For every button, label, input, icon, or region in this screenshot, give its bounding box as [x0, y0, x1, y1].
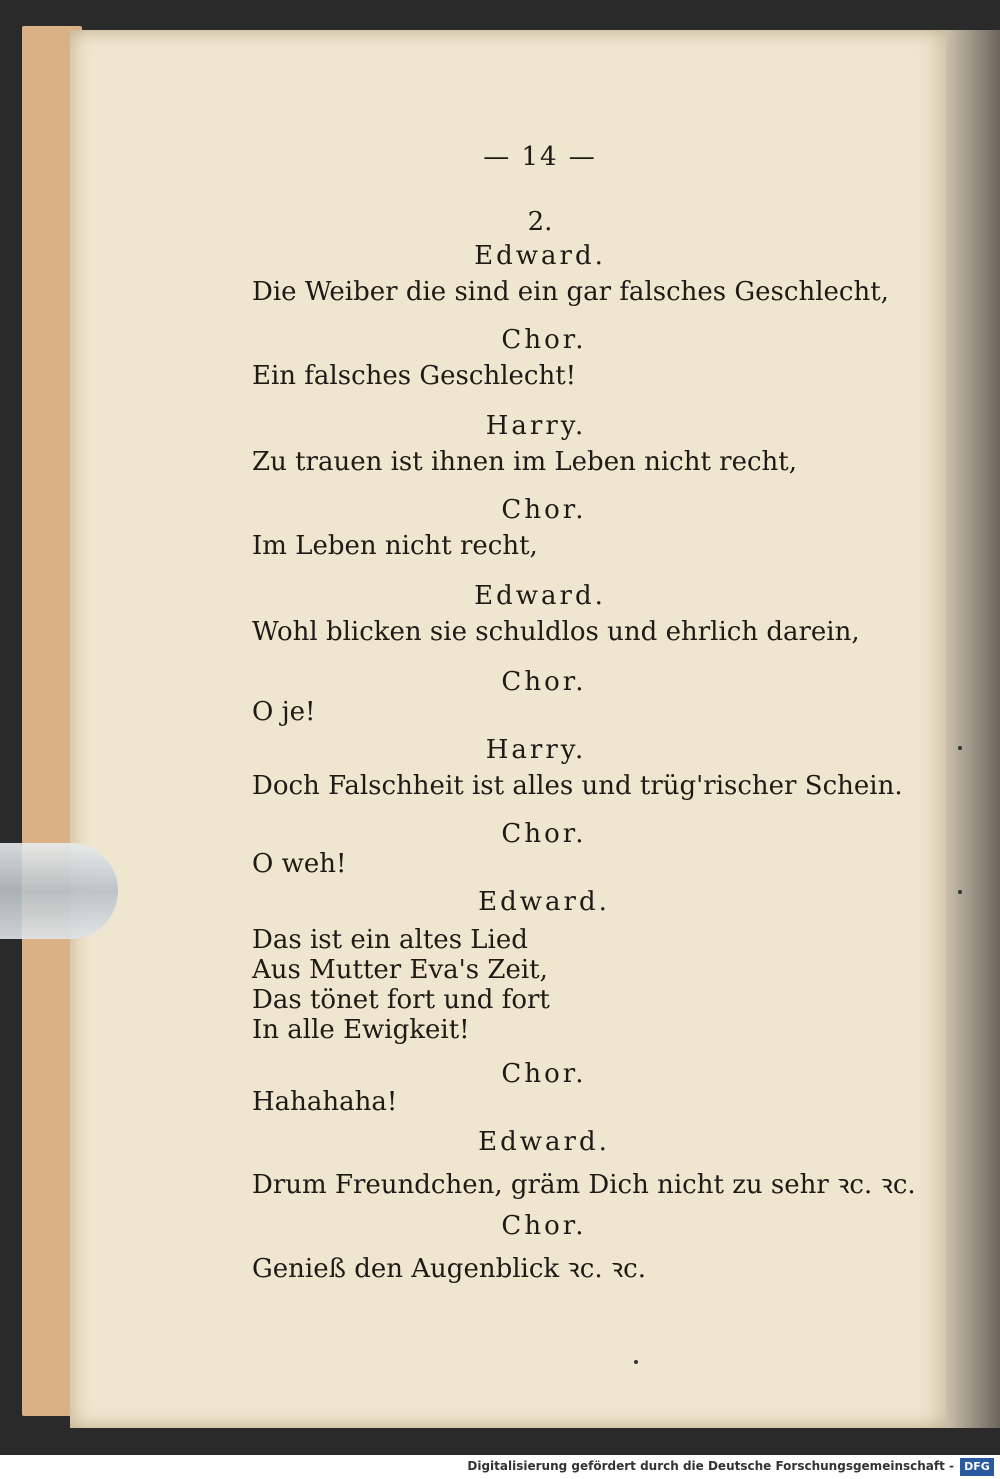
verse-line: Zu trauen ist ihnen im Leben nicht recht,: [252, 447, 798, 477]
speaker-label: Edward.: [478, 887, 610, 917]
footer-bar: [0, 1455, 1000, 1479]
verse-line: Aus Mutter Eva's Zeit,: [252, 955, 548, 985]
speaker-label: Chor.: [501, 667, 587, 697]
verse-line: Doch Falschheit ist alles und trüg'rischer Schein.: [252, 771, 903, 801]
dfg-logo: DFG: [960, 1458, 994, 1476]
verse-line: Ein falsches Geschlecht!: [252, 361, 577, 391]
verse-line: Die Weiber die sind ein gar falsches Geschlecht,: [252, 277, 889, 307]
verse-line: Drum Freundchen, gräm Dich nicht zu sehr ꝛc. ꝛc.: [252, 1170, 916, 1200]
page-number: — 14 —: [483, 142, 597, 172]
speaker-label: Chor.: [501, 819, 587, 849]
speaker-label: Chor.: [501, 325, 587, 355]
verse-line: O je!: [252, 697, 316, 727]
page-clip: [0, 843, 118, 939]
verse-line: Das ist ein altes Lied: [252, 925, 528, 955]
speaker-label: Chor.: [501, 1211, 587, 1241]
verse-line: Genieß den Augenblick ꝛc. ꝛc.: [252, 1254, 646, 1284]
verse-line: O weh!: [252, 849, 347, 879]
ink-speck: [634, 1360, 638, 1364]
speaker-label: Chor.: [501, 1059, 587, 1089]
ink-speck: [958, 890, 962, 894]
speaker-label: Edward.: [478, 1127, 610, 1157]
verse-line: Wohl blicken sie schuldlos und ehrlich darein,: [252, 617, 860, 647]
ink-speck: [958, 746, 962, 750]
speaker-label: Harry.: [485, 411, 587, 441]
speaker-label: Edward.: [474, 241, 606, 271]
verse-line: Im Leben nicht recht,: [252, 531, 538, 561]
footer-credit: Digitalisierung gefördert durch die Deutsche Forschungsgemeinschaft -: [467, 1459, 954, 1473]
speaker-label: Edward.: [474, 581, 606, 611]
verse-line: Das tönet fort und fort: [252, 985, 550, 1015]
verse-line: Hahahaha!: [252, 1087, 398, 1117]
speaker-label: Chor.: [501, 495, 587, 525]
speaker-label: Harry.: [485, 735, 587, 765]
verse-line: In alle Ewigkeit!: [252, 1015, 470, 1045]
book-edge-right: [946, 30, 1000, 1428]
section-number: 2.: [527, 207, 553, 237]
